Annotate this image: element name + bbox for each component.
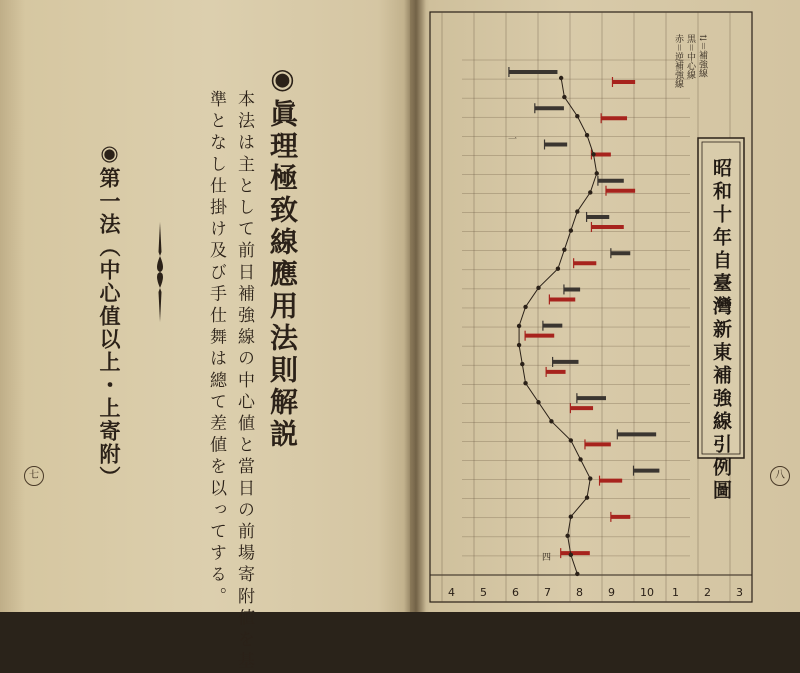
center-point — [562, 247, 566, 251]
axis-tick-label: 4 — [448, 586, 455, 599]
center-point — [536, 400, 540, 404]
center-point — [569, 228, 573, 232]
axis-tick-label: 10 — [640, 586, 654, 599]
axis-tick-label: 7 — [544, 586, 551, 599]
legend-entry: 赤＝逆補強線 — [673, 34, 683, 89]
center-point — [523, 381, 527, 385]
center-point — [549, 419, 553, 423]
center-point — [578, 457, 582, 461]
center-point — [575, 572, 579, 576]
center-point — [575, 114, 579, 118]
chart-title-box — [698, 138, 744, 503]
center-point — [591, 152, 595, 156]
chart-bars — [509, 67, 659, 558]
center-point — [536, 286, 540, 290]
center-point — [575, 209, 579, 213]
center-point — [595, 171, 599, 175]
center-point — [517, 343, 521, 347]
center-point — [588, 476, 592, 480]
center-point — [585, 495, 589, 499]
chart-grid — [442, 12, 730, 602]
center-point — [556, 267, 560, 271]
ornament-divider — [152, 222, 168, 322]
page-number-right: 八 — [770, 466, 790, 486]
chart-legend — [673, 33, 708, 88]
center-point — [588, 190, 592, 194]
body-line-1: 本法は主として前日補強線の中心値と當日の前場寄附値を基 — [234, 90, 254, 673]
body-line-2: 準となし仕掛け及び手仕舞は總て差値を以ってする。 — [206, 90, 226, 609]
chart-figure — [420, 0, 760, 612]
center-point — [523, 305, 527, 309]
subsection-title: ◉第一法（中心值以上・上寄附） — [97, 140, 122, 489]
legend-entry: ⇅＝補強線 — [697, 34, 707, 78]
center-point — [520, 362, 524, 366]
center-point — [517, 324, 521, 328]
legend-entry: 黒＝中心線 — [685, 34, 695, 80]
axis-tick-label: 1 — [672, 586, 679, 599]
section-title: ◉眞理極致線應用法則解説 — [266, 62, 299, 451]
center-point — [565, 534, 569, 538]
chart-title: 昭和十年自臺灣新東補強線引例圖 — [710, 158, 732, 503]
center-point — [585, 133, 589, 137]
axis-tick-label: 8 — [576, 586, 583, 599]
center-point — [559, 76, 563, 80]
side-mark: 四 — [542, 553, 552, 563]
axis-tick-label: 9 — [608, 586, 615, 599]
axis-tick-label: 2 — [704, 586, 711, 599]
center-point — [562, 95, 566, 99]
side-mark: 一 — [508, 135, 518, 145]
center-point — [569, 515, 573, 519]
axis-tick-label: 6 — [512, 586, 519, 599]
axis-tick-label: 3 — [736, 586, 743, 599]
page-number-left: 七 — [24, 466, 44, 486]
center-point — [569, 438, 573, 442]
axis-tick-label: 5 — [480, 586, 487, 599]
bottom-axis — [448, 586, 743, 599]
center-point — [569, 553, 573, 557]
